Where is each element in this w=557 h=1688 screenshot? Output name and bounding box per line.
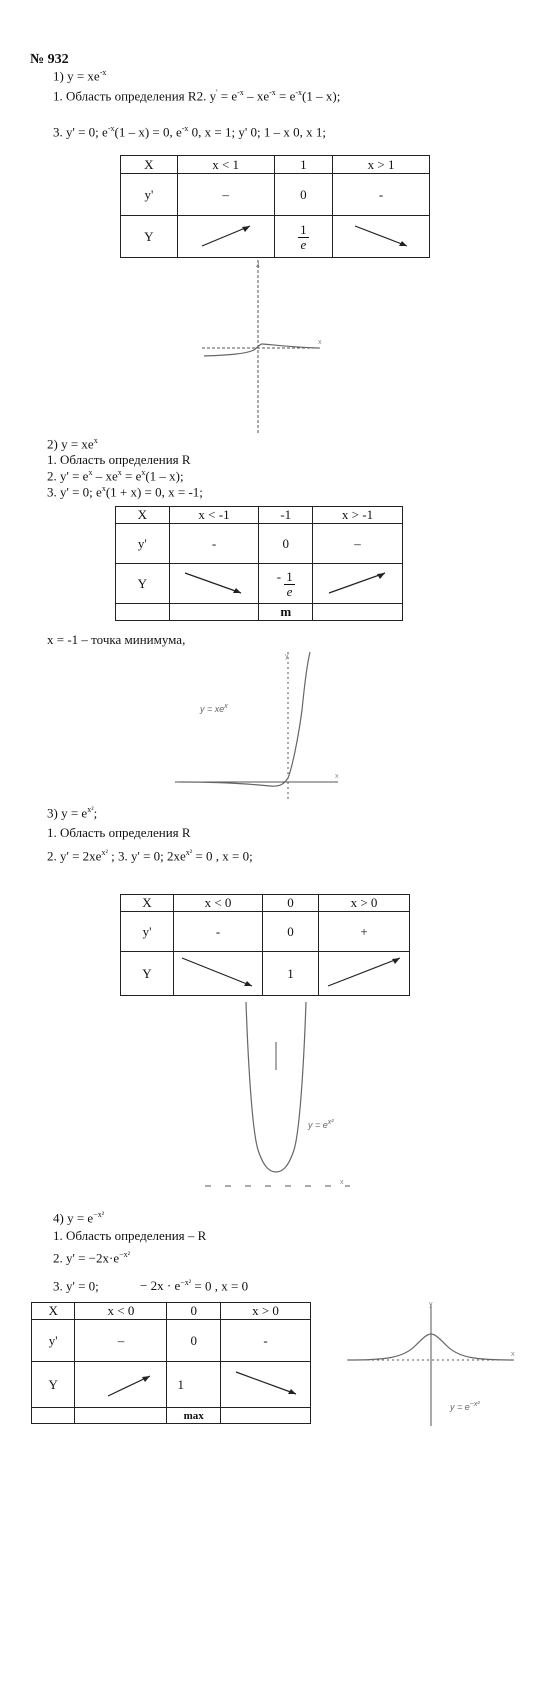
table-cell: –: [177, 174, 274, 216]
down-arrow-icon: [226, 1366, 306, 1400]
table-header-interval: x < 1: [177, 156, 274, 174]
minimum-marker: m: [259, 604, 313, 621]
table-cell: 1: [167, 1362, 221, 1408]
table-header-interval: x < -1: [169, 507, 259, 524]
decreasing-arrow-cell: [169, 564, 259, 604]
table-header-x: X: [121, 895, 174, 912]
maximum-marker: max: [167, 1408, 221, 1424]
part2-critical: 3. y' = 0; $e^x(1 + x) = 0$, x = -1;: [47, 484, 203, 500]
up-arrow-icon: [323, 567, 393, 597]
table-cell: 0: [167, 1320, 221, 1362]
table-cell: -: [221, 1320, 311, 1362]
table-row-label: y': [32, 1320, 75, 1362]
table-header-x: X: [116, 507, 170, 524]
part2-minimum-note: x = -1 – точка минимума,: [47, 632, 186, 647]
part2-domain: 1. Область определения R: [47, 452, 191, 467]
part4-critical: 3. y' = 0; − $2x \cdot e^{-x^2} = 0$ , x = 0: [53, 1278, 249, 1294]
table-cell: [274, 216, 333, 258]
table-header-interval: x > -1: [313, 507, 403, 524]
part1-title: 1) $y = xe^{-x}$: [53, 68, 107, 84]
part3-title: 3) $y = e^{x^2}$;: [47, 805, 98, 821]
table-header-interval: x > 1: [333, 156, 430, 174]
table-cell: - $\frac{1}{e}$: [259, 564, 313, 604]
part1-graph: [200, 258, 330, 438]
part1-critical-line: 3. y' = 0; $e^{-x}(1 - x) = 0$, $e^{-x}$ 0, x = 1; y' 0; 1 – x 0, x 1;: [53, 124, 326, 140]
fraction: $\frac{1}{e}$: [300, 221, 307, 252]
part3-table: [120, 894, 410, 996]
table-header-x: X: [32, 1303, 75, 1320]
part4-table: [31, 1302, 311, 1424]
part4-graph: [345, 1298, 525, 1428]
part2-derivative: 2. $y' = e^x - xe^x = e^x(1 - x)$;: [47, 468, 184, 484]
increasing-arrow-cell: [319, 952, 410, 996]
table-header-interval: x > 0: [221, 1303, 311, 1320]
part2-graph: [170, 650, 350, 800]
table-cell: –: [75, 1320, 167, 1362]
svg-text:x: x: [340, 1179, 344, 1186]
table-cell: –: [313, 524, 403, 564]
table-cell: +: [319, 912, 410, 952]
table-row-label: y': [121, 174, 178, 216]
table-row-label: Y: [121, 952, 174, 996]
table-cell: 0: [263, 912, 319, 952]
down-arrow-icon: [178, 954, 258, 990]
part2-table: [115, 506, 403, 621]
table-row-label: y': [121, 912, 174, 952]
part1-table: [120, 155, 430, 258]
table-row-label: Y: [121, 216, 178, 258]
part4-domain: 1. Область определения – R: [53, 1228, 207, 1243]
down-arrow-icon: [351, 220, 411, 250]
graph-function-label: $y = xe^x$: [200, 703, 228, 714]
table-header-point: 1: [274, 156, 333, 174]
table-row-label: y': [116, 524, 170, 564]
fraction: $\frac{1}{e}$: [286, 568, 293, 599]
increasing-arrow-cell: [313, 564, 403, 604]
part3-derivative: 2. $y' = 2xe^{x^2}$ ; 3. y' = 0; $2xe^{x^2} = 0$ , x = 0;: [47, 848, 253, 864]
graph-function-label: $y = e^{x^2}$: [308, 1119, 334, 1130]
down-arrow-icon: [179, 567, 249, 597]
table-header-interval: x > 0: [319, 895, 410, 912]
svg-text:y: y: [285, 653, 289, 660]
part1-derivative-line: 1. Область определения R2. $y' = e^{-x} - xe^{-x} = e^{-x}(1 - x)$;: [53, 88, 341, 104]
problem-number: № 932: [30, 52, 69, 67]
table-cell: -: [333, 174, 430, 216]
svg-text:4: 4: [256, 263, 260, 270]
table-cell: 1: [263, 952, 319, 996]
table-cell: 0: [274, 174, 333, 216]
table-cell: -: [169, 524, 259, 564]
table-cell: 0: [259, 524, 313, 564]
table-row-label: Y: [32, 1362, 75, 1408]
svg-text:y: y: [429, 1301, 433, 1308]
svg-text:x: x: [335, 773, 339, 780]
table-header-x: X: [121, 156, 178, 174]
part4-title: 4) $y = e^{-x^2}$: [53, 1210, 105, 1226]
decreasing-arrow-cell: [333, 216, 430, 258]
table-header-point: 0: [167, 1303, 221, 1320]
decreasing-arrow-cell: [174, 952, 263, 996]
svg-text:x: x: [318, 339, 322, 346]
increasing-arrow-cell: [75, 1362, 167, 1408]
part3-domain: 1. Область определения R: [47, 825, 191, 840]
table-cell: -: [174, 912, 263, 952]
part4-derivative: 2. $y' = -2x\cdot e^{-x^2}$: [53, 1250, 131, 1266]
graph-function-label: $y = e^{-x^2}$: [450, 1401, 480, 1412]
table-row-label: Y: [116, 564, 170, 604]
table-header-point: 0: [263, 895, 319, 912]
increasing-arrow-cell: [177, 216, 274, 258]
table-header-interval: x < 0: [174, 895, 263, 912]
up-arrow-icon: [86, 1366, 156, 1400]
table-header-point: -1: [259, 507, 313, 524]
table-header-interval: x < 0: [75, 1303, 167, 1320]
part2-title: 2) $y = xe^x$: [47, 436, 98, 452]
up-arrow-icon: [196, 220, 256, 250]
up-arrow-icon: [324, 954, 404, 990]
svg-text:x: x: [511, 1351, 515, 1358]
decreasing-arrow-cell: [221, 1362, 311, 1408]
part3-graph: [200, 1000, 360, 1200]
